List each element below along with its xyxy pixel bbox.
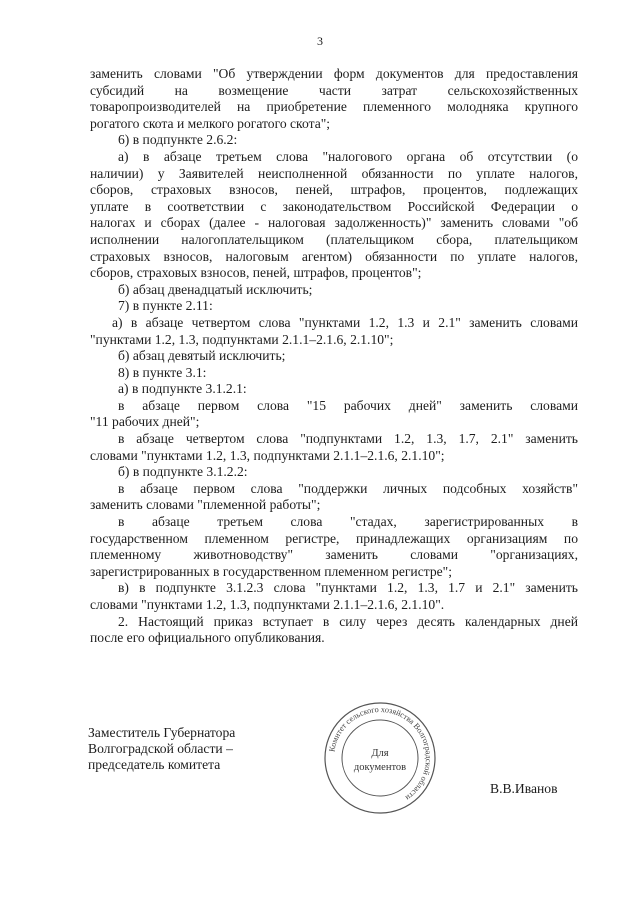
text-line: уплате в соответствии с законодательством Российской Федерации о	[90, 198, 578, 214]
text-line: "11 рабочих дней";	[90, 414, 200, 430]
text-line: рогатого скота и мелкого рогатого скота";	[90, 115, 331, 131]
text-line: товаропроизводителей на приобретение племенного молодняка крупного	[90, 99, 578, 115]
text-line: налогах и сборах (далее - налоговая задолженность)" заменить словами "об	[90, 215, 578, 231]
text-line: в абзаце первом слова "поддержки личных подсобных хозяйств"	[118, 480, 578, 496]
text-line: "пунктами 1.2, 1.3, подпунктами 2.1.1–2.1.6, 2.1.10";	[90, 331, 394, 347]
text-line: 6) в подпункте 2.6.2:	[118, 132, 238, 148]
text-line: 7) в пункте 2.11:	[118, 298, 213, 314]
text-line: в абзаце первом слова "15 рабочих дней" заменить словами	[118, 397, 578, 413]
text-line: племенному животноводству" заменить словами "организациях,	[90, 547, 578, 563]
text-line: исполнении налогоплательщиком (плательщиком сбора, плательщиком	[90, 231, 578, 247]
text-line: субсидий на возмещение части затрат сельскохозяйственных	[90, 82, 578, 98]
text-line: б) в подпункте 3.1.2.2:	[118, 464, 248, 480]
signatory-name: В.В.Иванов	[490, 781, 558, 796]
text-line: в абзаце третьем слова "стадах, зарегистрированных в	[118, 514, 578, 530]
stamp-ring-text: Комитет сельского хозяйства Волгоградской области	[327, 704, 434, 803]
signatory-title	[88, 725, 235, 773]
text-line: сборов, страховых взносов, пеней, штрафов, процентов, подлежащих	[90, 182, 578, 198]
text-line: государственном племенном регистре, принадлежащих организациям по	[90, 530, 578, 546]
text-line: б) абзац девятый исключить;	[118, 348, 286, 364]
text-line: заменить словами "племенной работы";	[90, 497, 321, 513]
text-line: словами "пунктами 1.2, 1.3, подпунктами 2.1.1–2.1.6, 2.1.10".	[90, 597, 445, 612]
text-line: 8) в пункте 3.1:	[118, 364, 207, 380]
text-line: 2. Настоящий приказ вступает в силу через десять календарных дней	[118, 613, 578, 629]
stamp-center-line2: документов	[353, 762, 407, 773]
text-line: в) в подпункте 3.1.2.3 слова "пунктами 1.2, 1.3, 1.7 и 2.1" заменить	[118, 580, 578, 596]
text-line: в абзаце четвертом слова "подпунктами 1.2, 1.3, 1.7, 2.1" заменить	[118, 431, 578, 447]
official-stamp	[322, 700, 438, 816]
signatory-title-line: председатель комитета	[88, 757, 221, 772]
text-line: наличии) у Заявителей неисполненной обязанности по уплате налогов,	[90, 165, 578, 181]
text-line: после его официального опубликования.	[90, 630, 325, 646]
text-line: а) в подпункте 3.1.2.1:	[118, 381, 247, 397]
page-number: 3	[317, 34, 323, 48]
stamp-center-line1: Для	[371, 748, 389, 759]
text-line: б) абзац двенадцатый исключить;	[118, 281, 313, 297]
text-line: словами "пунктами 1.2, 1.3, подпунктами 2.1.1–2.1.6, 2.1.10";	[90, 447, 445, 463]
text-line: сборов, страховых взносов, пеней, штрафов, процентов";	[90, 265, 422, 281]
text-line: страховых взносов, налоговым агентом) обязанности по уплате налогов,	[90, 248, 578, 264]
text-line: заменить словами "Об утверждении форм документов для предоставления	[90, 66, 578, 81]
text-line: а) в абзаце четвертом слова "пунктами 1.2, 1.3 и 2.1" заменить словами	[112, 314, 578, 330]
signatory-title-line: Заместитель Губернатора	[88, 725, 236, 740]
signatory-title-line: Волгоградской области –	[88, 741, 233, 756]
text-line: зарегистрированных в государственном племенном регистре";	[90, 563, 452, 579]
text-line: а) в абзаце третьем слова "налогового органа об отсутствии (о	[118, 148, 578, 164]
document-body	[90, 66, 578, 647]
